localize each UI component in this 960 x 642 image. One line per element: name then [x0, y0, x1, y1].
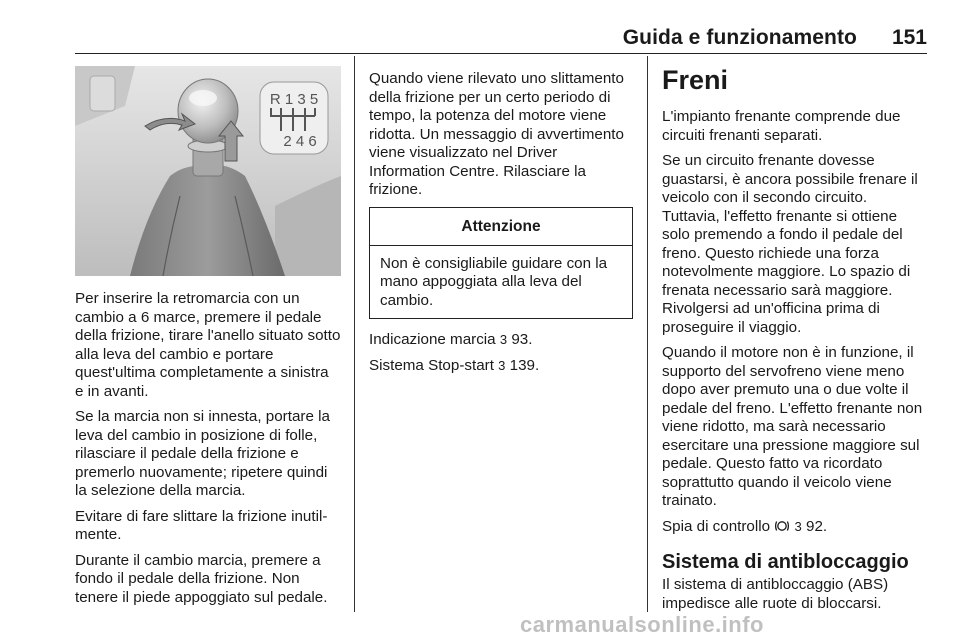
attention-box — [369, 207, 633, 320]
column-middle — [369, 70, 633, 382]
gear-lever-drawing — [75, 66, 341, 276]
paragraph: Quando il motore non è in funzione, il supporto del servofreno viene meno dopo aver premuto una o due volte il pedale del freno. L'effetto frenante non viene ridotto, ma sarà necessario esercitare una pressione maggiore sul pedale. Questo fatto va ricordato soprattutto quando il veicolo viene trainato. — [662, 344, 923, 509]
paragraph: Quando viene rilevato uno slittamento della frizione per un certo periodo di tempo, la potenza del motore viene ridotta. Un messaggio di avvertimento viene visualizzato nel Driver Information Centre. Rilasciare la frizione. — [369, 70, 624, 198]
shift-pattern-top: R 1 3 5 — [269, 91, 319, 108]
section-heading: Freni — [662, 65, 729, 95]
subsection-heading: Sistema di antibloccaggio — [662, 551, 909, 573]
page-arrow-icon: 3 — [498, 357, 506, 373]
paragraph: Evitare di fare slittare la frizione inutilmente. — [75, 507, 328, 543]
gear-lever-illustration — [75, 66, 341, 276]
reference-text: Indicazione marcia — [369, 331, 496, 348]
reference-text: Spia di controllo — [662, 517, 771, 535]
reference-page: 92. — [806, 517, 828, 535]
page-arrow-icon: 3 — [794, 518, 802, 534]
paragraph: Durante il cambio marcia, premere a fondo il pedale della frizione. Non tenere il piede appoggiato sul pedale. — [75, 551, 328, 606]
header-rule — [75, 53, 927, 54]
paragraph: L'impianto frenante comprende due circuiti frenanti separati. — [662, 108, 901, 144]
column-left — [75, 290, 341, 614]
attention-text: Non è consigliabile guidare con la mano appoggiata alla leva del cambio. — [380, 254, 608, 309]
page-header — [75, 0, 927, 54]
paragraph: Per inserire la retromarcia con un cambio a 6 marce, premere il pedale della frizione, tirare l'anello situato sotto alla leva del cambio e portare quest'ultima completamente a sinistra e in avanti. — [75, 290, 341, 400]
cross-reference[interactable] — [369, 357, 633, 376]
shift-pattern-bottom: 2 4 6 — [283, 133, 317, 150]
brake-warning-lamp-icon — [774, 519, 790, 533]
page-number: 151 — [891, 26, 927, 49]
page-arrow-icon: 3 — [499, 332, 508, 347]
column-divider-1 — [354, 56, 355, 612]
reference-text: Sistema Stop-start — [369, 356, 494, 374]
attention-title: Attenzione — [370, 208, 632, 246]
paragraph: Se un circuito frenante dovesse guastarsi, è ancora possibile frenare il veicolo con il secondo circuito. Tuttavia, l'effetto frenante si ottiene solo premendo a fondo il pedale del freno. Questo richiede una forza notevolmente maggiore. Lo spazio di frenata necessario sarà maggiore. Rivolgersi ad un'officina prima di proseguire il viaggio. — [662, 152, 918, 336]
column-divider-2 — [647, 56, 648, 612]
paragraph: Se la marcia non si innesta, portare la leva del cambio in posizione di folle, rilasciare il pedale della frizione e premerlo nuovamente; ripetere quindi la selezione della marcia. — [75, 408, 330, 499]
cross-reference[interactable] — [662, 518, 928, 537]
paragraph: Il sistema di antibloccaggio (ABS) impedisce alle ruote di bloccarsi. — [662, 576, 889, 612]
column-right — [662, 56, 928, 620]
reference-page: 139. — [509, 356, 540, 374]
cross-reference[interactable] — [369, 331, 633, 350]
watermark: carmanualsonline.info — [520, 612, 764, 637]
reference-page: 93. — [511, 331, 533, 348]
header-title: Guida e funzionamento — [622, 26, 857, 49]
